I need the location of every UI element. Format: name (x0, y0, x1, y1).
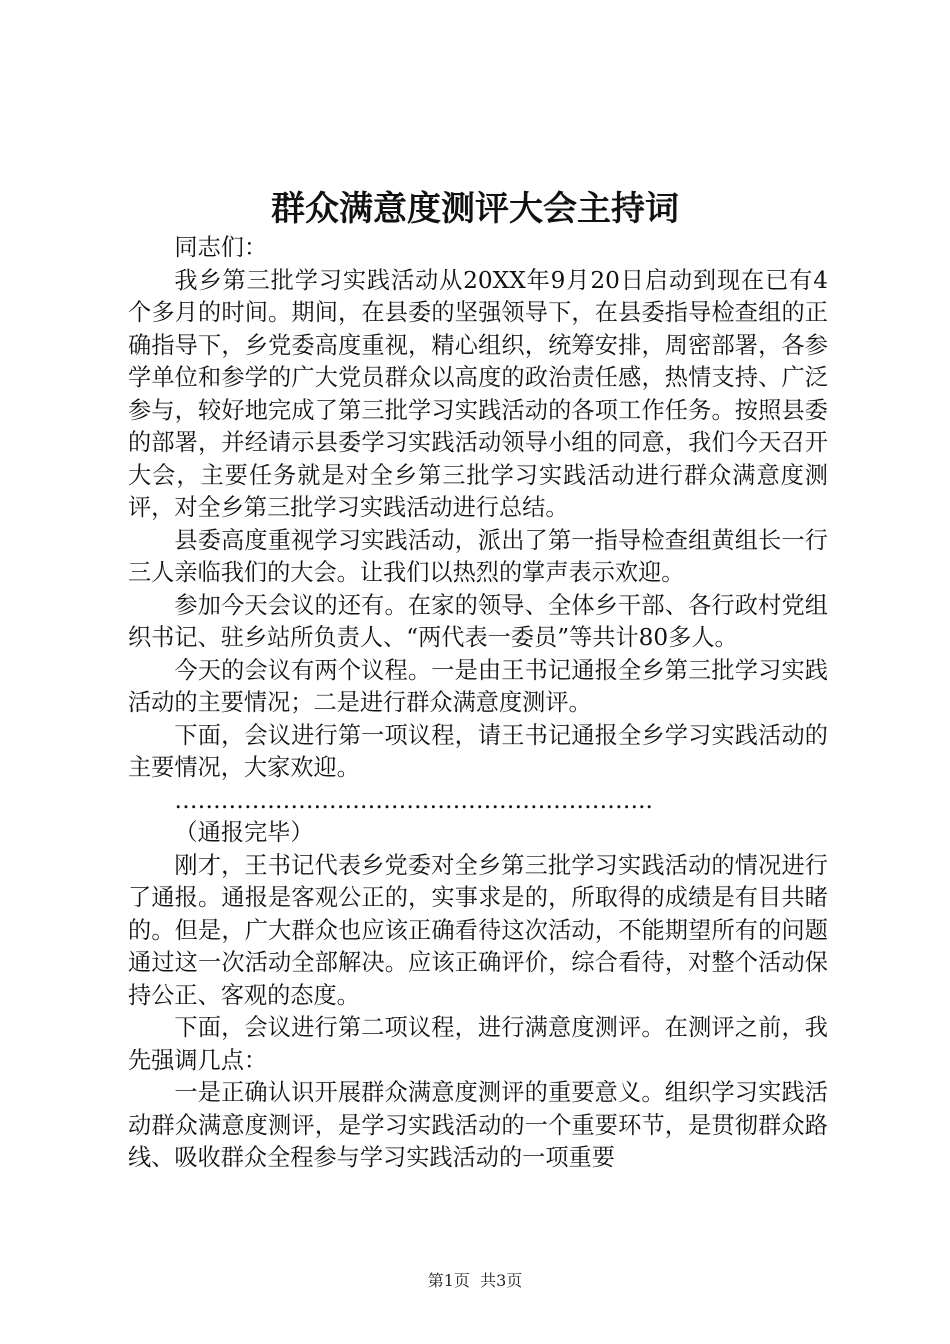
paragraph-point-one: 一是正确认识开展群众满意度测评的重要意义。组织学习实践活动群众满意度测评，是学习实践活动的一个重要环节，是贯彻群众路线、吸收群众全程参与学习实践活动的一项重要 (128, 1079, 828, 1171)
paragraph-intro: 我乡第三批学习实践活动从20XX年9月20日启动到现在已有4个多月的时间。期间，在县委的坚强领导下，在县委指导检查组的正确指导下，乡党委高度重视，精心组织，统筹安排，周密部署，各参学单位和参学的广大党员群众以高度的政治责任感，热情支持、广泛参与，较好地完成了第三批学习实践活动的各项工作任务。按照县委的部署，并经请示县委学习实践活动领导小组的同意，我们今天召开大会，主要任务就是对全乡第三批学习实践活动进行群众满意度测评，对全乡第三批学习实践活动进行总结。 (128, 266, 828, 521)
page-total: 共3页 (480, 1271, 523, 1290)
ellipsis-line: …………………………………………………….. (174, 786, 653, 814)
paragraph-agenda: 今天的会议有两个议程。一是由王书记通报全乡第三批学习实践活动的主要情况；二是进行群众满意度测评。 (128, 656, 828, 716)
page-number: 第1页 (427, 1271, 470, 1290)
document-title: 群众满意度测评大会主持词 (271, 189, 679, 229)
paragraph-second-item: 下面，会议进行第二项议程，进行满意度测评。在测评之前，我先强调几点： (128, 1014, 828, 1074)
document-body (128, 232, 828, 1175)
paragraph-report-review: 刚才，王书记代表乡党委对全乡第三批学习实践活动的情况进行了通报。通报是客观公正的，实事求是的，所取得的成绩是有目共睹的。但是，广大群众也应该正确看待这次活动，不能期望所有的问题通过这一次活动全部解决。应该正确评价，综合看待，对整个活动保持公正、客观的态度。 (128, 851, 828, 1009)
paragraph-first-item: 下面，会议进行第一项议程，请王书记通报全乡学习实践活动的主要情况，大家欢迎。 (128, 721, 828, 781)
paragraph-attendees: 参加今天会议的还有。在家的领导、全体乡干部、各行政村党组织书记、驻乡站所负责人、“两代表一委员”等共计80多人。 (128, 591, 828, 651)
paragraph-report-done: （通报完毕） (174, 819, 314, 846)
paragraph-welcome-guests: 县委高度重视学习实践活动，派出了第一指导检查组黄组长一行三人亲临我们的大会。让我们以热烈的掌声表示欢迎。 (128, 526, 828, 586)
paragraph-salutation: 同志们： (174, 234, 268, 261)
page-footer (0, 1270, 950, 1292)
